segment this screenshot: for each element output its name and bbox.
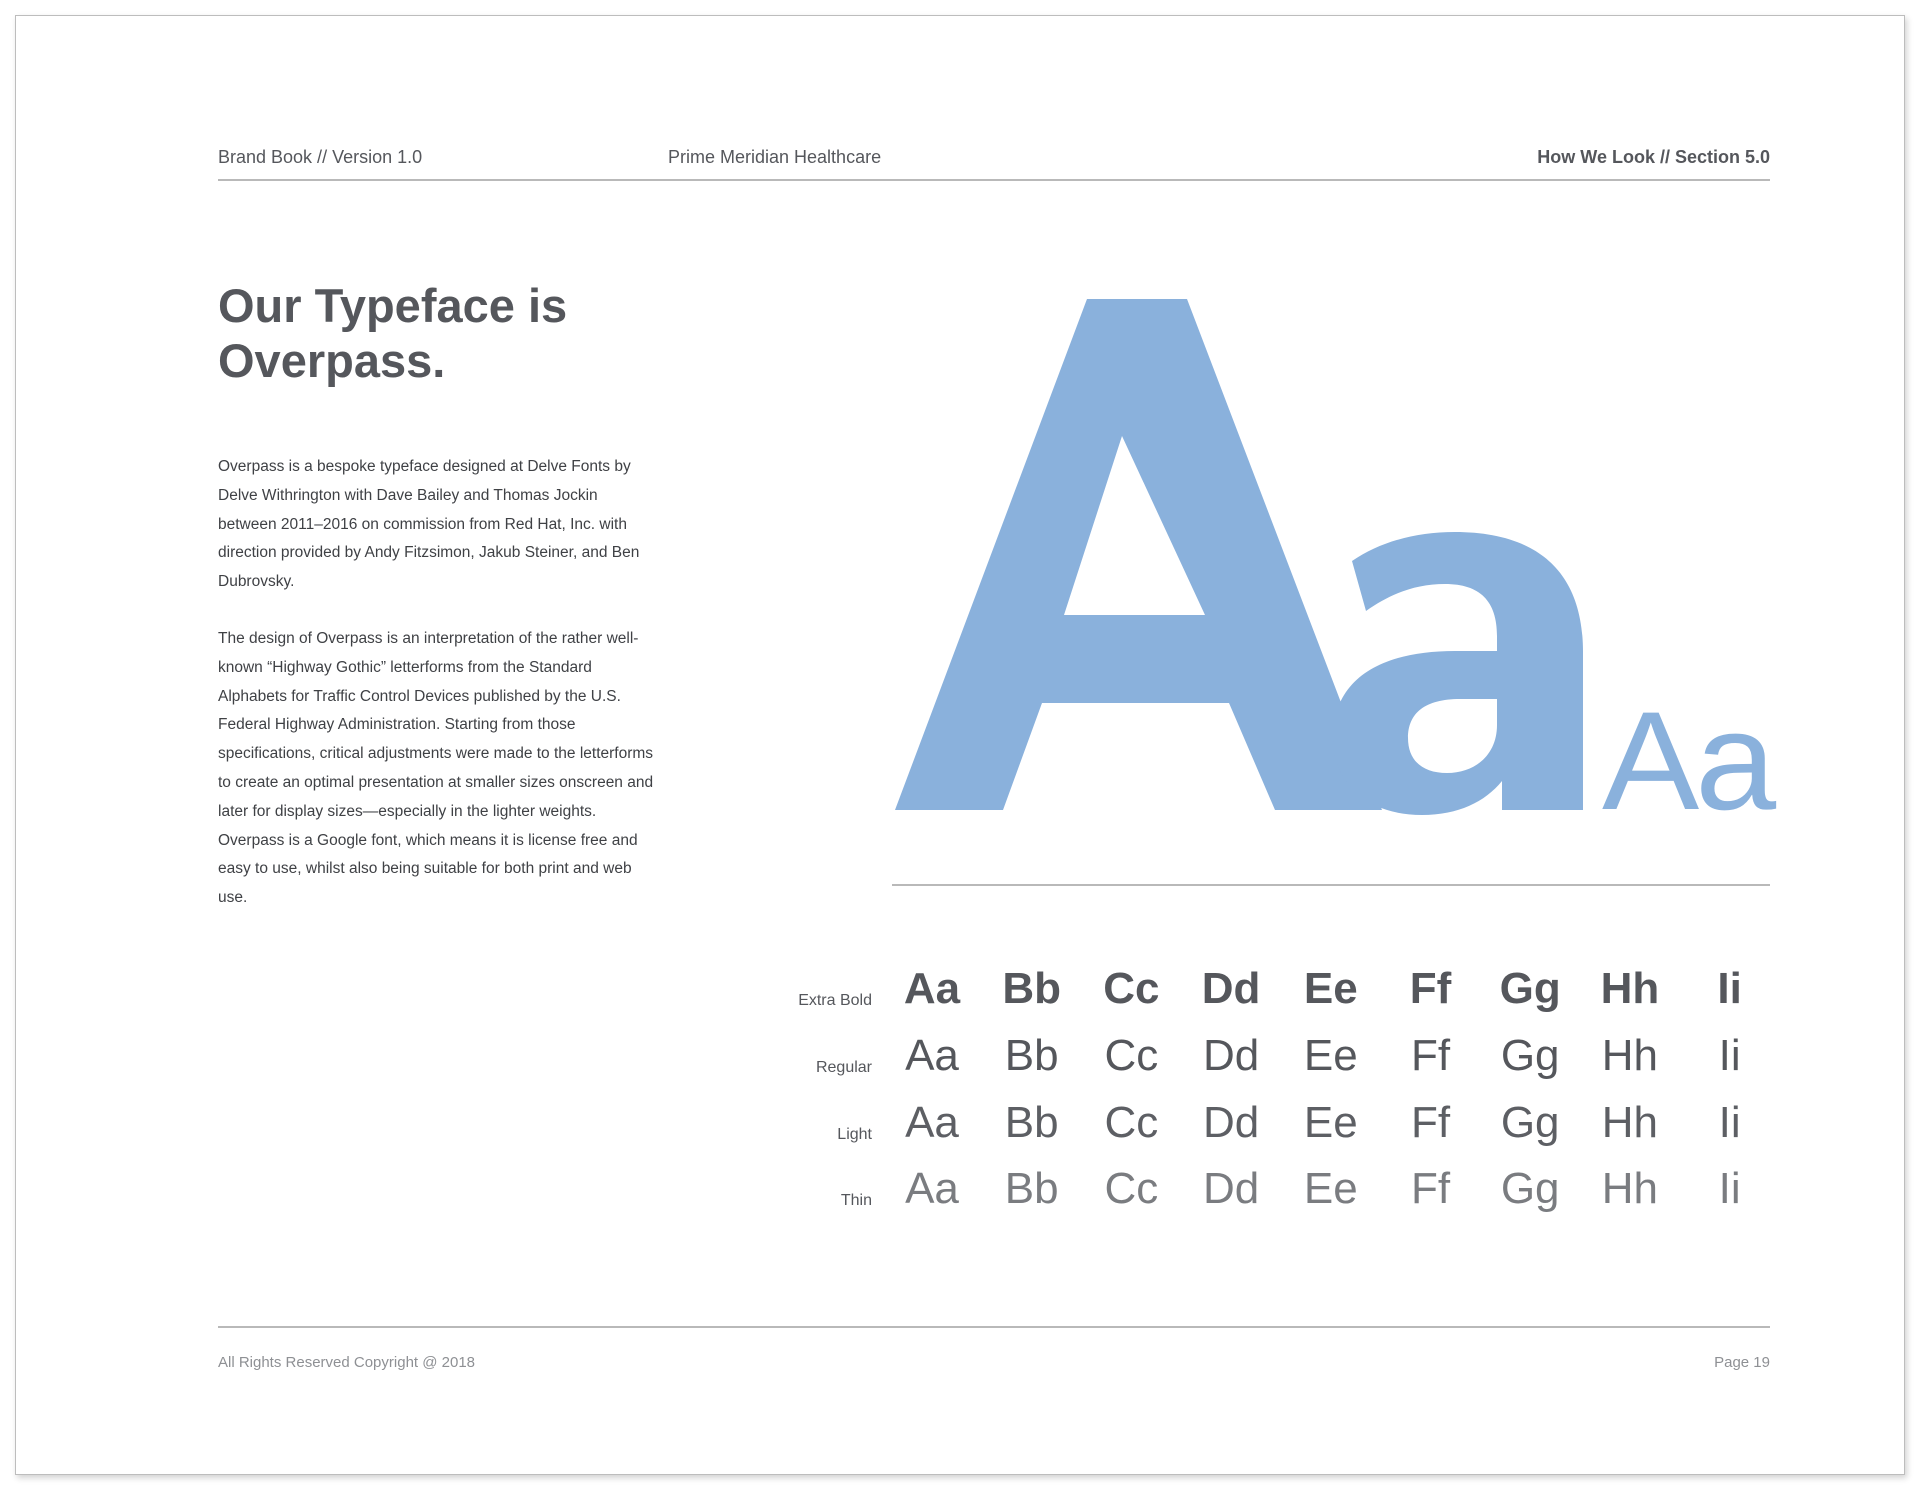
glyph-sample: Gg — [1499, 964, 1561, 1013]
glyph-sample: Ff — [1409, 964, 1452, 1013]
glyph-sample: Hh — [1600, 964, 1660, 1013]
glyph-sample: Cc — [1104, 1031, 1159, 1080]
glyph-sample: Aa — [905, 1098, 959, 1147]
footer-page-number: Page 19 — [1714, 1354, 1770, 1371]
glyph-sample: Ee — [1303, 1031, 1358, 1080]
header-doc-version: Brand Book // Version 1.0 — [218, 147, 423, 167]
glyph-sample: Ii — [1718, 1164, 1741, 1213]
glyph-sample: Dd — [1201, 964, 1261, 1013]
hero-letterform-illustration — [890, 270, 1790, 830]
glyph-sample: Ee — [1303, 1098, 1358, 1147]
weight-label: Light — [837, 1126, 872, 1143]
page-title — [218, 278, 567, 388]
glyph-sample: Hh — [1601, 1031, 1659, 1080]
glyph-sample: Cc — [1104, 1164, 1159, 1213]
glyph-sample: Hh — [1601, 1164, 1659, 1213]
header-company-name: Prime Meridian Healthcare — [668, 147, 882, 167]
glyph-sample: Cc — [1103, 964, 1160, 1013]
glyph-sample: Bb — [1004, 1031, 1059, 1080]
glyph-sample: Aa — [905, 1031, 959, 1080]
glyph-sample: Ff — [1410, 1164, 1451, 1213]
glyph-sample: Dd — [1202, 1098, 1260, 1147]
page-title-line-2: Overpass. — [218, 334, 446, 387]
glyph-sample: Gg — [1500, 1098, 1560, 1147]
glyph-sample: Ee — [1303, 964, 1358, 1013]
glyph-sample: Bb — [1004, 1164, 1059, 1213]
glyph-sample: Ee — [1303, 1164, 1358, 1213]
glyph-sample: Cc — [1104, 1098, 1159, 1147]
glyph-sample: Bb — [1004, 1098, 1059, 1147]
glyph-sample: Ff — [1410, 1031, 1451, 1080]
glyph-sample: Aa — [905, 1164, 959, 1213]
glyph-sample: Aa — [903, 964, 961, 1013]
glyph-sample: Ff — [1410, 1098, 1451, 1147]
glyph-sample: Ii — [1718, 1031, 1741, 1080]
hero-lowercase-a — [1333, 532, 1583, 815]
weight-label: Extra Bold — [798, 992, 872, 1009]
typeface-history-paragraph: Overpass is a bespoke typeface designed at Delve Fonts by Delve Withrington with Dave Bailey and Thomas Jockin between 2011–2016 on commission from Red Hat, Inc. with direction provided by Andy Fitzsimon, Jakub Steiner, and Ben Dubrovsky. — [218, 458, 640, 591]
weight-label: Regular — [815, 1059, 872, 1076]
footer-divider — [218, 1326, 1770, 1328]
glyph-sample: Bb — [1002, 964, 1062, 1013]
typeface-design-paragraph: The design of Overpass is an interpretation of the rather well-known “Highway Gothic” letterforms from the Standard Alphabets for Traffic Control Devices published by the U.S. Federal Highway Administration. Starting from those specifications, critical adjustments were made to the letterforms to create an optimal presentation at smaller sizes onscreen and later for display sizes—especially in the lighter weights. Overpass is a Google font, which means it is license free and easy to use, whilst also being suitable for both print and web use. — [218, 630, 654, 907]
header-section: How We Look // Section 5.0 — [1537, 147, 1770, 167]
header-divider — [218, 179, 1770, 181]
footer-copyright: All Rights Reserved Copyright @ 2018 — [218, 1354, 476, 1371]
glyph-sample: Gg — [1500, 1164, 1560, 1213]
glyph-sample: Gg — [1500, 1031, 1560, 1080]
glyph-sample: Ii — [1718, 1098, 1741, 1147]
glyph-sample: Dd — [1202, 1164, 1260, 1213]
hero-thin-aa: Aa — [1602, 682, 1777, 830]
hero-divider — [892, 884, 1770, 886]
weight-label: Thin — [840, 1192, 872, 1209]
hero-capital-a — [895, 299, 1382, 810]
glyph-sample: Ii — [1717, 964, 1742, 1013]
glyph-sample: Dd — [1202, 1031, 1260, 1080]
glyph-sample: Hh — [1601, 1098, 1659, 1147]
page-title-line-1: Our Typeface is — [218, 279, 568, 332]
